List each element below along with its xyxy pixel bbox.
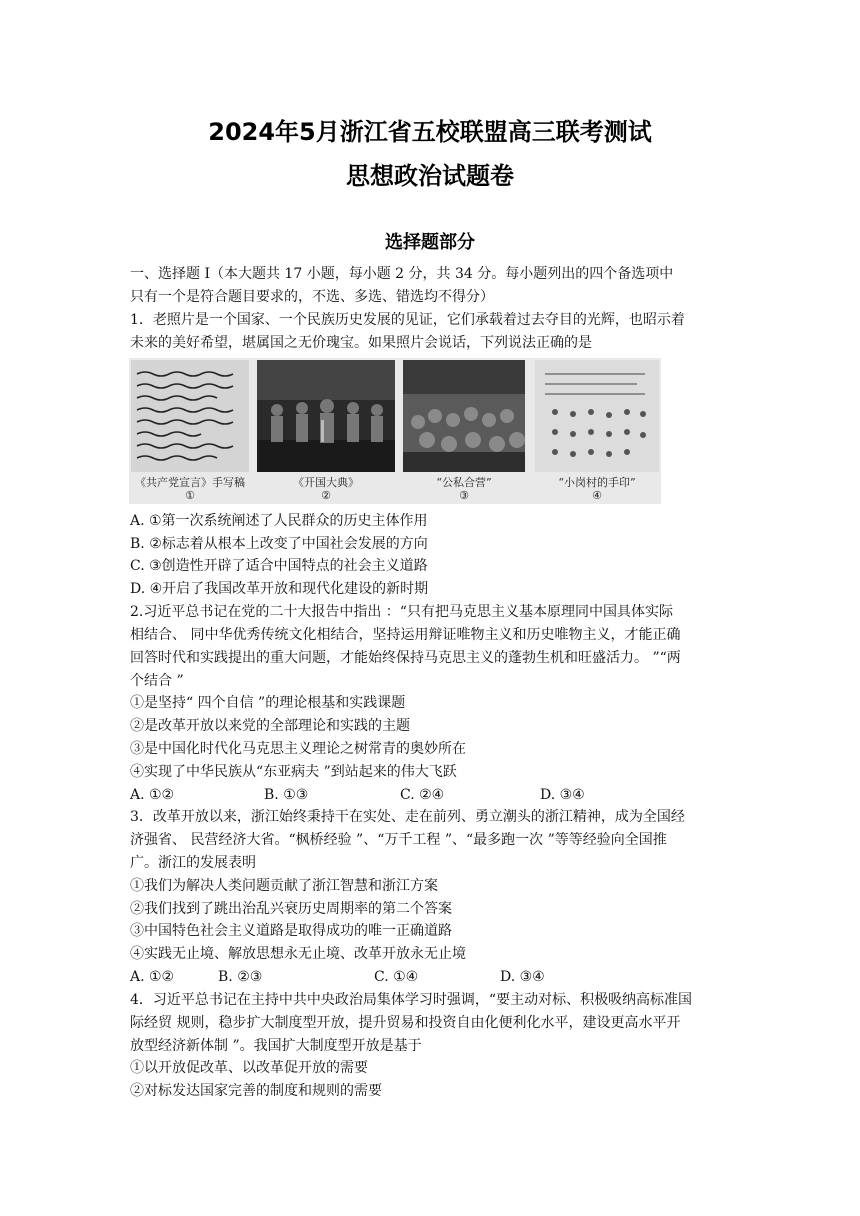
q4-line-2: 际经贸 规则，稳步扩大制度型开放，提升贸易和投资自由化便利化水平，建设更高水平开 xyxy=(130,1015,681,1031)
historical-photos-figure xyxy=(129,358,661,504)
q2-line-2: 相结合、 同中华优秀传统文化相结合，坚持运用辩证唯物主义和历史唯物主义，才能正确 xyxy=(130,627,681,643)
photo-number-2: ② xyxy=(321,489,331,502)
fingerprint-contract-photo xyxy=(535,360,659,472)
document-title: 2024年5月浙江省五校联盟高三联考测试 xyxy=(208,118,652,146)
q3-line-1: 3．改革开放以来，浙江始终秉持干在实处、走在前列、勇立潮头的浙江精神，成为全国经 xyxy=(130,809,685,825)
photo-caption-2: 《开国大典》 xyxy=(293,476,359,489)
q2-line-4: 个结合 ” xyxy=(130,673,184,689)
photo-caption-3: “公私合营” xyxy=(436,476,492,489)
joint-venture-photo xyxy=(403,360,525,472)
q4-line-1: 4．习近平总书记在主持中共中央政治局集体学习时强调，“要主动对标、积极吸纳高标准国 xyxy=(130,992,693,1008)
q3-statement-1: ①我们为解决人类问题贡献了浙江智慧和浙江方案 xyxy=(130,878,438,894)
q2-statement-3: ③是中国化时代化马克思主义理论之树常青的奥妙所在 xyxy=(130,741,466,757)
question-1-line-1: 1．老照片是一个国家、一个民族历史发展的见证，它们承载着过去夺目的光辉，也昭示着 xyxy=(130,312,685,328)
q2-option-a: A. ①② xyxy=(130,787,175,803)
q3-option-c: C. ①④ xyxy=(374,969,419,985)
q2-option-d: D. ③④ xyxy=(540,787,585,803)
q1-option-c: C. ③创造性开辟了适合中国特点的社会主义道路 xyxy=(130,558,428,574)
q1-option-a: A. ①第一次系统阐述了人民群众的历史主体作用 xyxy=(130,513,428,529)
instructions-line-1: 一、选择题 I（本大题共 17 小题，每小题 2 分，共 34 分。每小题列出的四个备选项中 xyxy=(130,266,674,282)
photo-caption-4: “小岗村的手印” xyxy=(558,476,636,489)
q2-line-1: 2.习近平总书记在党的二十大报告中指出 ：“只有把马克思主义基本原理同中国具体实际 xyxy=(130,604,673,620)
photo-number-3: ③ xyxy=(459,489,469,502)
q3-line-3: 广。浙江的发展表明 xyxy=(130,855,256,871)
q2-statement-4: ④实现了中华民族从“东亚病夫 ”到站起来的伟大飞跃 xyxy=(130,764,457,780)
q2-option-c: C. ②④ xyxy=(400,787,445,803)
q3-statement-2: ②我们找到了跳出治乱兴衰历史周期率的第二个答案 xyxy=(130,901,452,917)
q2-statement-2: ②是改革开放以来党的全部理论和实践的主题 xyxy=(130,718,410,734)
photo-caption-1: 《共产党宣言》手写稿 xyxy=(135,476,245,489)
question-1-line-2: 未来的美好希望，堪属国之无价瑰宝。如果照片会说话，下列说法正确的是 xyxy=(130,335,592,351)
q3-option-a: A. ①② xyxy=(130,969,175,985)
q3-line-2: 济强省、 民营经济大省。“枫桥经验 ”、“万千工程 ”、“最多跑一次 ”等等经验向全国推 xyxy=(130,832,667,848)
photo-number-1: ① xyxy=(185,489,195,502)
section-heading: 选择题部分 xyxy=(385,232,475,253)
q2-option-b: B. ①③ xyxy=(264,787,309,803)
q4-statement-2: ②对标发达国家完善的制度和规则的需要 xyxy=(130,1083,382,1099)
q3-option-b: B. ②③ xyxy=(218,969,263,985)
q4-line-3: 放型经济新体制 ”。我国扩大制度型开放是基于 xyxy=(130,1038,422,1054)
q3-statement-3: ③中国特色社会主义道路是取得成功的唯一正确道路 xyxy=(130,923,452,939)
q1-option-d: D. ④开启了我国改革开放和现代化建设的新时期 xyxy=(130,581,429,597)
q2-statement-1: ①是坚持“ 四个自信 ”的理论根基和实践课题 xyxy=(130,695,406,711)
document-subtitle: 思想政治试题卷 xyxy=(346,162,514,190)
photo-number-4: ④ xyxy=(592,489,602,502)
q2-line-3: 回答时代和实践提出的重大问题，才能始终保持马克思主义的蓬勃生机和旺盛活力。 ”“两 xyxy=(130,650,681,666)
instructions-line-2: 只有一个是符合题目要求的，不选、多选、错选均不得分） xyxy=(130,289,494,305)
manuscript-photo xyxy=(131,360,249,472)
q4-statement-1: ①以开放促改革、以改革促开放的需要 xyxy=(130,1060,368,1076)
founding-ceremony-photo xyxy=(257,360,395,472)
q1-option-b: B. ②标志着从根本上改变了中国社会发展的方向 xyxy=(130,536,428,552)
q3-option-d: D. ③④ xyxy=(500,969,545,985)
q3-statement-4: ④实践无止境、解放思想永无止境、改革开放永无止境 xyxy=(130,946,466,962)
